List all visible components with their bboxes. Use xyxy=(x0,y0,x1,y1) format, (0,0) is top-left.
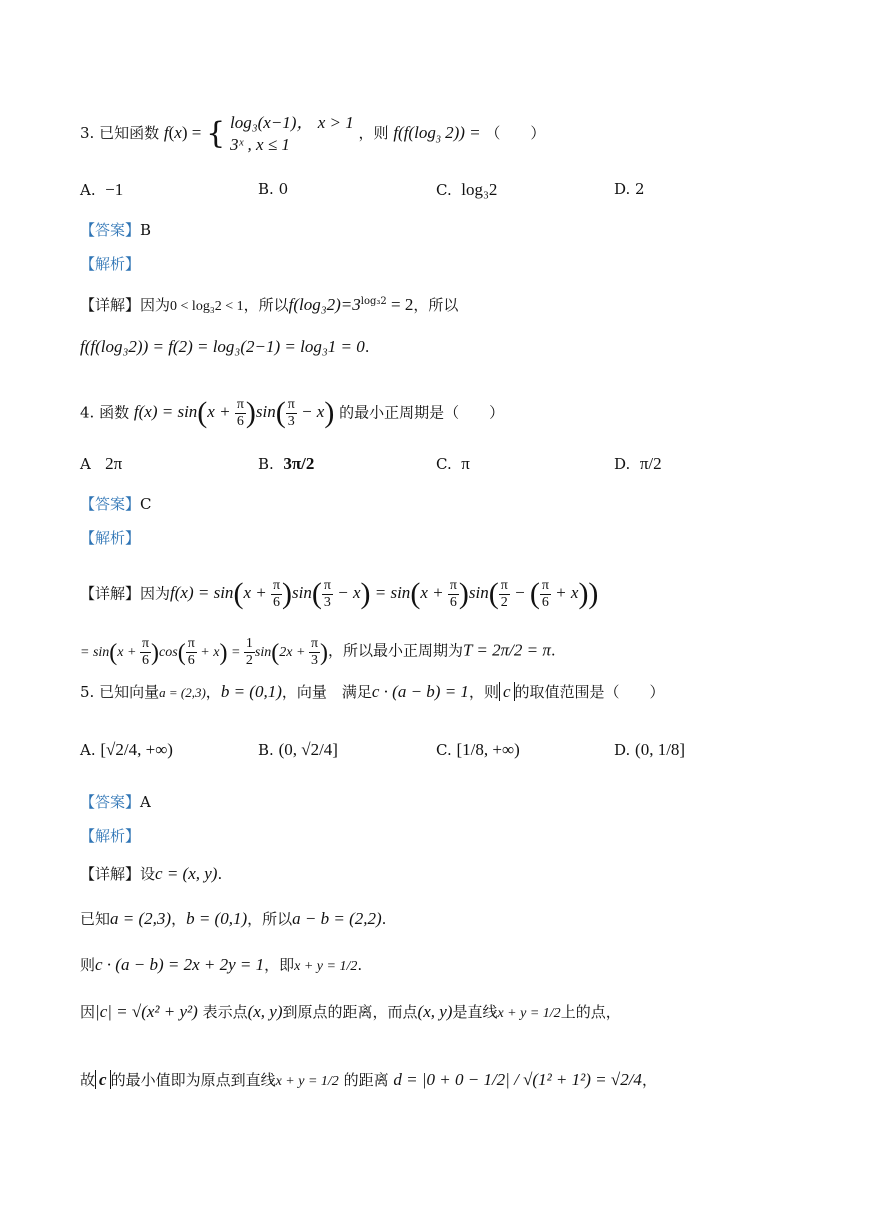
function-name: f xyxy=(163,123,169,142)
analysis-line: 【解析】 xyxy=(80,529,141,547)
question-4-stem: 4. 函数 f(x) = sin(x + $\frac{\pi}{6}$ )sin( $\frac{\pi}{3}$ − x) 的最小正周期是（ ） xyxy=(80,396,505,430)
case-1: log₃(x−1)， x > 1 xyxy=(230,113,354,132)
option-d: D. 2 xyxy=(614,180,645,198)
answer-value: B xyxy=(140,221,152,239)
expression: $f(f(\log_3$ 2)) = xyxy=(393,123,481,146)
detail-line-3: 则c · (a − b) = 2x + 2y = 1，即x + y = 1/2. xyxy=(80,955,363,974)
piecewise-cases xyxy=(230,112,354,156)
option-d: D. (0, 1/8] xyxy=(614,740,686,759)
option-c: C. log₃2 xyxy=(436,180,498,199)
detail-line-1: 【详解】因为f(x) = sin(x + $\frac{\pi}{6}$ )sin( $\frac{\pi}{3}$ − x) = sin(x + $\frac{\pi}{6}$ )sin( $\frac{\pi}{2}$ − ( $\frac{\pi}{6}$ + x)) xyxy=(80,577,599,611)
question-3-stem: 3. 已知函数 f(x) = { log₃(x−1)， x > 1 3ˣ , x ≤ 1 ，则 $f(f(\log_3$ 2)) = （ ） xyxy=(80,113,546,154)
option-a: A. −1 xyxy=(80,180,124,199)
detail-line-4: 因|c| = √(x² + y²) 表示点(x, y)到原点的距离，而点(x, y)是直线x + y = 1/2上的点， xyxy=(80,1002,621,1021)
question-5-stem: 5. 已知向量a = (2,3)，b = (0,1)，向量 满足c · (a − b) = 1，则 c 的取值范围是（ ） xyxy=(80,682,665,701)
option-b: B. 0 xyxy=(258,180,289,198)
option-a: A. [√2/4, +∞) xyxy=(80,740,173,759)
question-number: 4. xyxy=(80,403,95,422)
detail-line-1: 【详解】设c = (x, y). xyxy=(80,864,223,883)
option-c: C. π xyxy=(436,454,470,473)
option-d: D. π/2 xyxy=(614,454,662,473)
option-a: A 2π xyxy=(80,454,123,473)
option-b: B. (0, √2/4] xyxy=(258,740,338,759)
question-text: ，则 xyxy=(358,124,389,142)
option-b: B. 3π/2 xyxy=(258,454,315,473)
piecewise-brace: { xyxy=(206,116,226,151)
detail-line-2: = sin(x + $\frac{\pi}{6}$ )cos( $\frac{\pi}{6}$ + x) = $\frac{1}{2}$ sin(2x + $\frac{\pi}{3}$ )，所以最小正周期为T = 2π/2 = π. xyxy=(80,636,556,668)
detail-line-1: 【详解】因为0 < log₃2 < 1，所以$f(\log_32)=3^{log_32} = 2$，所以 xyxy=(80,295,459,314)
answer-line xyxy=(80,220,151,240)
answer-tag: 【答案】 xyxy=(80,221,141,239)
answer-line: 【答案】C xyxy=(80,495,152,513)
detail-line-2: f(f(log₃2)) = f(2) = log₃(2−1) = log₃1 = 0. xyxy=(80,337,370,356)
question-text: 已知函数 xyxy=(99,124,160,142)
answer-bracket: （ ） xyxy=(485,124,546,142)
option-c: C. [1/8, +∞) xyxy=(436,740,520,759)
analysis-line xyxy=(80,254,140,274)
detail-line-2: 已知a = (2,3)，b = (0,1)，所以a − b = (2,2). xyxy=(80,909,387,928)
question-number: 3. xyxy=(80,124,95,142)
question-number: 5. xyxy=(80,683,95,701)
analysis-tag: 【解析】 xyxy=(80,255,141,273)
answer-line: 【答案】A xyxy=(80,793,151,811)
case-2: 3ˣ , x ≤ 1 xyxy=(230,135,290,154)
analysis-line: 【解析】 xyxy=(80,827,141,845)
function-expression: f(x) = sin(x + $\frac{\pi}{6}$ )sin( $\frac{\pi}{3}$ − x) xyxy=(133,396,335,430)
detail-line-5: 故 c 的最小值即为原点到直线x + y = 1/2 的距离 d = |0 + 0 − 1/2| / √(1² + 1²) = √2/4， xyxy=(80,1070,657,1089)
